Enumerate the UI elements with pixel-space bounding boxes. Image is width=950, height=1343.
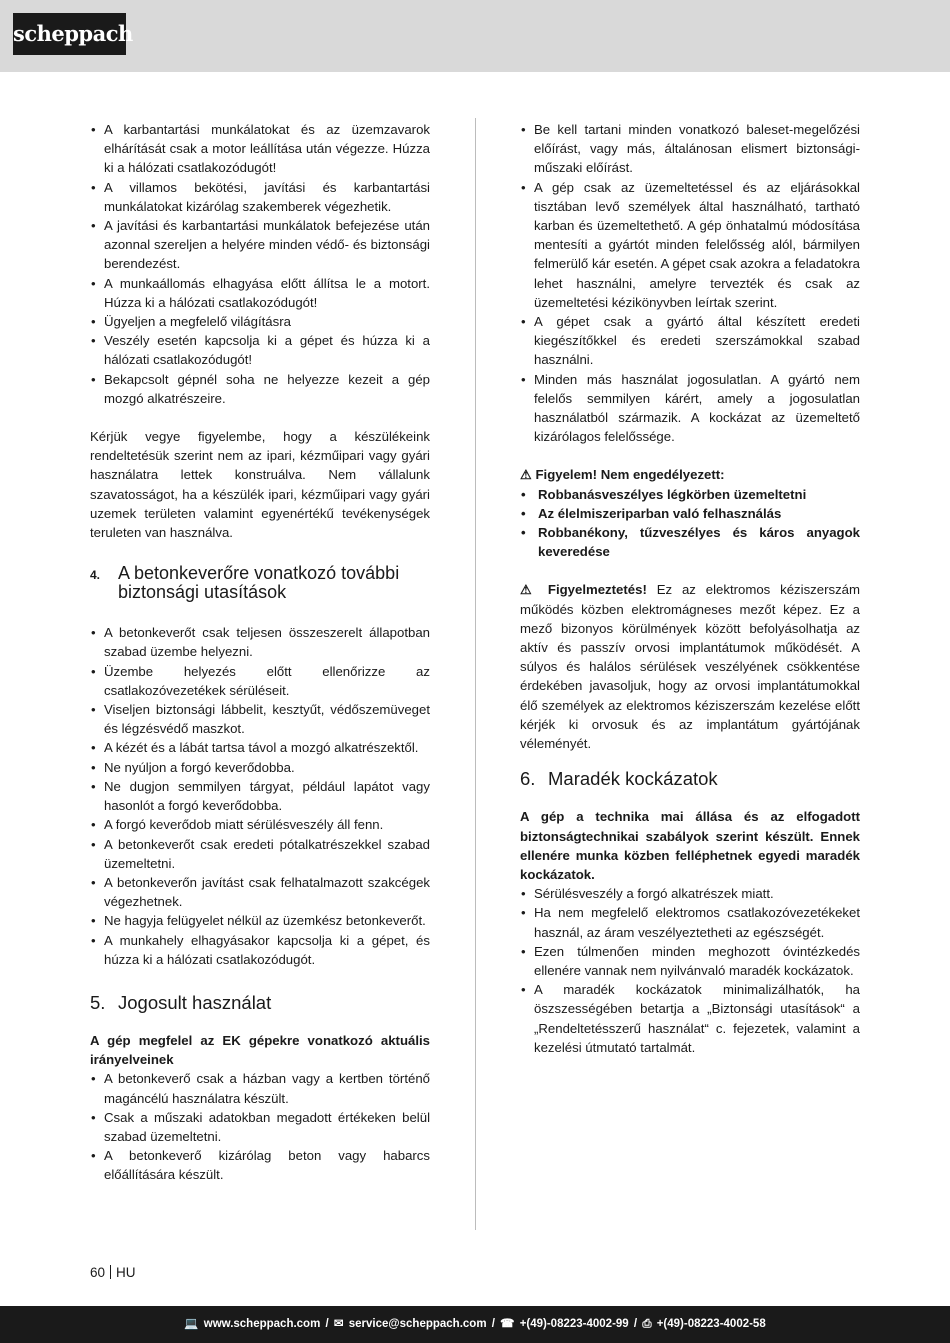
footer-separator: / bbox=[325, 1318, 329, 1330]
not-permitted-list bbox=[520, 485, 860, 562]
page-number-label bbox=[90, 1265, 136, 1280]
computer-icon: 💻 bbox=[184, 1318, 199, 1330]
list-item: • A munkaállomás elhagyása előtt állítsa le a motort. Húzza ki a hálózati csatlakozódugót! bbox=[90, 274, 430, 312]
telephone-icon: ☎ bbox=[500, 1318, 515, 1330]
page-number: 60 bbox=[90, 1265, 106, 1280]
list-item: • A forgó keverődob miatt sérülésveszély áll fenn. bbox=[90, 815, 430, 834]
list-item: • A betonkeverő kizárólag beton vagy habarcs előállítására készült. bbox=[90, 1146, 430, 1184]
list-item: • Az élelmiszeriparban való felhasználás bbox=[520, 504, 860, 523]
footer-separator: / bbox=[491, 1318, 495, 1330]
residual-risks-list bbox=[520, 884, 860, 1057]
page-footer bbox=[0, 1306, 950, 1343]
list-item: • A gép csak az üzemeltetéssel és az eljárásokkal tisztában levő személyek által használható, tartható karban és üzemeltethető. A gép önhatalmú módosítása mentesíti a gyártót minden felelősség alól, bármilyen felmerülő kár esetén. A gépet csak azokra a feladatokra lehet használni, amelyre tervezték és csak az üzemeltetési kézikönyvben leírtak szerint. bbox=[520, 178, 860, 312]
list-item: • Minden más használat jogosulatlan. A gyártó nem felelős semmilyen kárért, amely a jogosulatlan használatból származik. A kockázat az üzemeltető kizárólagos felelőssége. bbox=[520, 370, 860, 447]
maintenance-list bbox=[90, 120, 430, 408]
list-item: • A betonkeverőt csak teljesen összeszerelt állapotban szabad üzembe helyezni. bbox=[90, 623, 430, 661]
list-item: • A kézét és a lábát tartsa távol a mozgó alkatrészektől. bbox=[90, 738, 430, 757]
section-title: Maradék kockázatok bbox=[548, 768, 718, 790]
email-link[interactable]: service@scheppach.com bbox=[348, 1318, 487, 1330]
section-title: A betonkeverőre vonatkozó további biztonsági utasítások bbox=[118, 563, 400, 603]
list-item: • Ne nyúljon a forgó keverődobba. bbox=[90, 758, 430, 777]
list-item: • Ezen túlmenően minden meghozott óvintézkedés ellenére vannak nem nyilvánvaló maradék kockázatok. bbox=[520, 942, 860, 980]
list-item: • Ügyeljen a megfelelő világításra bbox=[90, 312, 430, 331]
phone-number: +(49)-08223-4002-99 bbox=[519, 1318, 629, 1330]
regulations-list bbox=[520, 120, 860, 446]
website-link[interactable]: www.scheppach.com bbox=[203, 1318, 321, 1330]
right-column bbox=[520, 120, 860, 1057]
list-item: • A betonkeverőt csak eredeti pótalkatrészekkel szabad üzemeltetni. bbox=[90, 835, 430, 873]
language-code: HU bbox=[116, 1265, 136, 1280]
list-item: • Csak a műszaki adatokban megadott értékeken belül szabad üzemeltetni. bbox=[90, 1108, 430, 1146]
section-intro: A gép a technika mai állása és az elfogadott biztonságtechnikai szabályok szerint készült. Ennek ellenére munka közben felléphetnek egyedi maradék kockázatok. bbox=[520, 809, 860, 882]
envelope-icon: ✉ bbox=[333, 1318, 344, 1330]
list-item: • Veszély esetén kapcsolja ki a gépet és húzza ki a hálózati csatlakozódugót! bbox=[90, 331, 430, 369]
section-heading-4 bbox=[90, 564, 430, 602]
list-item: • Ha nem megfelelő elektromos csatlakozóvezetékeket használ, az áram veszélyeztetheti az egészségét. bbox=[520, 903, 860, 941]
fax-number: +(49)-08223-4002-58 bbox=[656, 1318, 766, 1330]
left-column bbox=[90, 120, 430, 1185]
list-item: • Ne hagyja felügyelet nélkül az üzemkész betonkeverőt. bbox=[90, 911, 430, 930]
list-item: • A gépet csak a gyártó által készített eredeti kiegészítőkkel és eredeti szerszámokkal szabad használni. bbox=[520, 312, 860, 370]
list-item: • Robbanásveszélyes légkörben üzemeltetni bbox=[520, 485, 860, 504]
list-item: • Sérülésveszély a forgó alkatrészek miatt. bbox=[520, 884, 860, 903]
list-item: • A karbantartási munkálatokat és az üzemzavarok elhárítását csak a motor leállítása után végezze. Húzza ki a hálózati csatlakozódugót! bbox=[90, 120, 430, 178]
list-item: • A betonkeverőn javítást csak felhatalmazott szakcégek végezhetnek. bbox=[90, 873, 430, 911]
section-number: 6. bbox=[520, 768, 536, 790]
list-item: • A maradék kockázatok minimalizálhatók, ha öszszességében betartja a „Biztonsági utasítások“ a „Rendeltetésszerű használat“ c. fejezetek, valamint a kezelési útmutató tartalmát. bbox=[520, 980, 860, 1057]
caution-text: Ez az elektromos kéziszerszám működés közben elektromágneses mezőt képez. Ez a mező bizonyos körülmények között befolyásolhatja az aktív és passzív orvosi implantátumok működését. A súlyos és halálos sérülések veszélyének csökkentése érdekében javasoljuk, hogy az orvosi implantátumokkal élő személyek az elektromos kéziszerszám kezelése előtt kérjék ki orvosuk és az implantátum gyártójának véleményét. bbox=[520, 582, 860, 752]
section-heading-6 bbox=[520, 769, 860, 789]
list-item: • Viseljen biztonsági lábbelit, kesztyűt, védőszemüveget és légzésvédő maszkot. bbox=[90, 700, 430, 738]
list-item: • Be kell tartani minden vonatkozó baleset-megelőzési előírást, vagy más, általánosan elismert biztonsági-műszaki előírást. bbox=[520, 120, 860, 178]
brand-logo: scheppach bbox=[13, 13, 126, 55]
page-separator bbox=[110, 1265, 111, 1279]
section-title: Jogosult használat bbox=[118, 991, 272, 1013]
warning-title: ⚠ Figyelem! Nem engedélyezett: bbox=[520, 467, 725, 483]
usage-note-paragraph: Kérjük vegye figyelembe, hogy a készülékeink rendeltetésük szerint nem az ipari, kézműipari vagy gyári használatra lettek konstruálva. Nem vállalunk szavatosságot, ha a készülék ipari, kézműipari vagy gyári uzemek területen valamint egyenértékű tevékenységek teruleten van használva. bbox=[90, 429, 430, 541]
list-item: • A javítási és karbantartási munkálatok befejezése után azonnal szereljen a helyére minden védő- és biztonsági berendezést. bbox=[90, 216, 430, 274]
fax-icon: ⎙ bbox=[642, 1318, 652, 1330]
mixer-safety-list bbox=[90, 623, 430, 969]
list-item: • A villamos bekötési, javítási és karbantartási munkálatokat kizárólag szakemberek végezhetik. bbox=[90, 178, 430, 216]
list-item: • A munkahely elhagyásakor kapcsolja ki a gépet, és húzza ki a hálózati csatlakozódugót. bbox=[90, 931, 430, 969]
section-heading-5 bbox=[90, 993, 430, 1013]
list-item: • Robbanékony, tűzveszélyes és káros anyagok keveredése bbox=[520, 523, 860, 561]
intended-use-list bbox=[90, 1069, 430, 1184]
emf-caution-paragraph bbox=[520, 580, 860, 753]
section-number: 4. bbox=[90, 568, 101, 583]
list-item: • Ne dugjon semmilyen tárgyat, például lapátot vagy hasonlót a forgó keverődobba. bbox=[90, 777, 430, 815]
list-item: • Üzembe helyezés előtt ellenőrizze az csatlakozóvezetékek sérüléseit. bbox=[90, 662, 430, 700]
section-intro: A gép megfelel az EK gépekre vonatkozó aktuális irányelveinek bbox=[90, 1032, 430, 1068]
list-item: • Bekapcsolt gépnél soha ne helyezze kezeit a gép mozgó alkatrészeire. bbox=[90, 370, 430, 408]
section-number: 5. bbox=[90, 991, 106, 1013]
caution-label: ⚠ Figyelmeztetés! bbox=[520, 582, 647, 598]
page-header bbox=[0, 0, 950, 72]
list-item: • A betonkeverő csak a házban vagy a kertben történő magáncélú használatra készült. bbox=[90, 1069, 430, 1107]
footer-separator: / bbox=[633, 1318, 638, 1330]
column-divider bbox=[475, 118, 476, 1230]
